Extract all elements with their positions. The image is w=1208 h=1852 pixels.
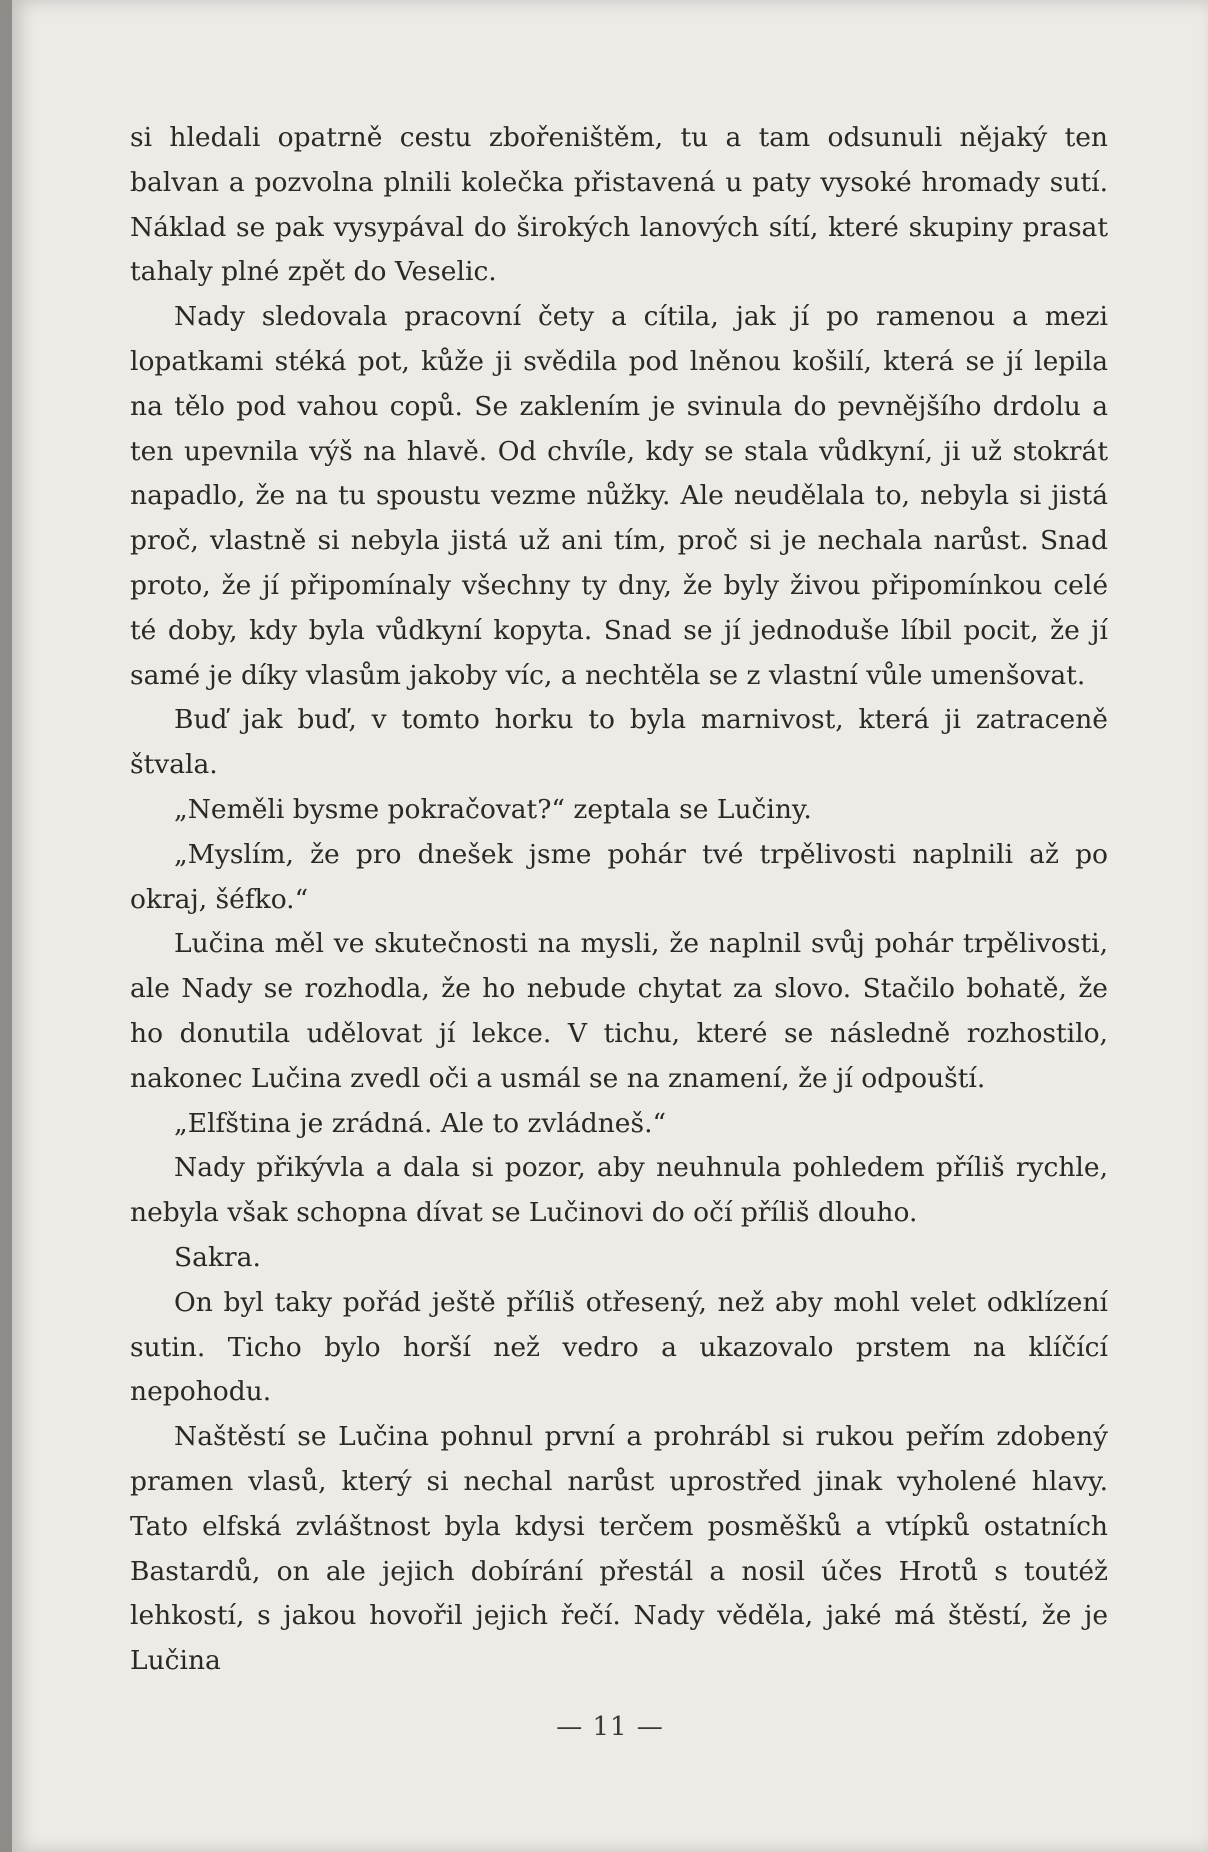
paragraph: On byl taky pořád ještě příliš otřesený, než aby mohl velet odklízení sutin. Ticho bylo horší než vedro a ukazovalo prstem na klíčící nepohodu. (130, 1286, 1108, 1408)
paragraph: Sakra. (174, 1241, 261, 1273)
paragraph: Nady sledovala pracovní čety a cítila, jak jí po ramenou a mezi lopatkami stéká pot, kůže ji svědila pod lněnou košilí, která se jí lepila na tělo pod vahou copů. Se zaklením je svinula do pevnějšího drdolu a ten upevnila výš na hlavě. Od chvíle, kdy se stala vůdkyní, ji už stokrát napadlo, že na tu spoustu vezme nůžky. Ale neudělala to, nebyla si jistá proč, vlastně si nebyla jistá už ani tím, proč si je nechala narůst. Snad proto, že jí připomínaly všechny ty dny, že byly živou připomínkou celé té doby, kdy byla vůdkyní kopyta. Snad se jí jednoduše líbil pocit, že jí samé je díky vlasům jakoby víc, a nechtěla se z vlastní vůle umenšovat. (130, 301, 1108, 691)
page-number: — 11 — (556, 1712, 664, 1742)
book-page (12, 0, 1208, 1852)
paragraph: „Elfština je zrádná. Ale to zvládneš.“ (174, 1107, 667, 1139)
body-text (130, 116, 1108, 1684)
paragraph: si hledali opatrně cestu zbořeništěm, tu a tam odsunuli nějaký ten balvan a pozvolna plnili kolečka přistavená u paty vysoké hromady sutí. Náklad se pak vysypával do širokých lanových sítí, které skupiny prasat tahaly plné zpět do Veselic. (130, 122, 1108, 288)
paragraph: Buď jak buď, v tomto horku to byla marnivost, která ji zatraceně štvala. (130, 704, 1108, 781)
paragraph: Naštěstí se Lučina pohnul první a prohrábl si rukou peřím zdobený pramen vlasů, který si nechal narůst uprostřed jinak vyholené hlavy. Tato elfská zvláštnost byla kdysi terčem posměšků a vtípků ostatních Bastardů, on ale jejich dobírání přestál a nosil účes Hrotů s toutéž lehkostí, s jakou hovořil jejich řečí. Nady věděla, jaké má štěstí, že je Lučina (130, 1421, 1108, 1677)
paragraph: „Myslím, že pro dnešek jsme pohár tvé trpělivosti naplnili až po okraj, šéfko.“ (130, 838, 1108, 915)
paragraph: „Neměli bysme pokračovat?“ zeptala se Lučiny. (174, 793, 812, 825)
paragraph: Nady přikývla a dala si pozor, aby neuhnula pohledem příliš rychle, nebyla však schopna dívat se Lučinovi do očí příliš dlouho. (130, 1152, 1108, 1229)
paragraph: Lučina měl ve skutečnosti na mysli, že naplnil svůj pohár trpělivosti, ale Nady se rozhodla, že ho nebude chytat za slovo. Stačilo bohatě, že ho donutila udělovat jí lekce. V tichu, které se následně rozhostilo, nakonec Lučina zvedl oči a usmál se na znamení, že jí odpouští. (130, 928, 1108, 1094)
